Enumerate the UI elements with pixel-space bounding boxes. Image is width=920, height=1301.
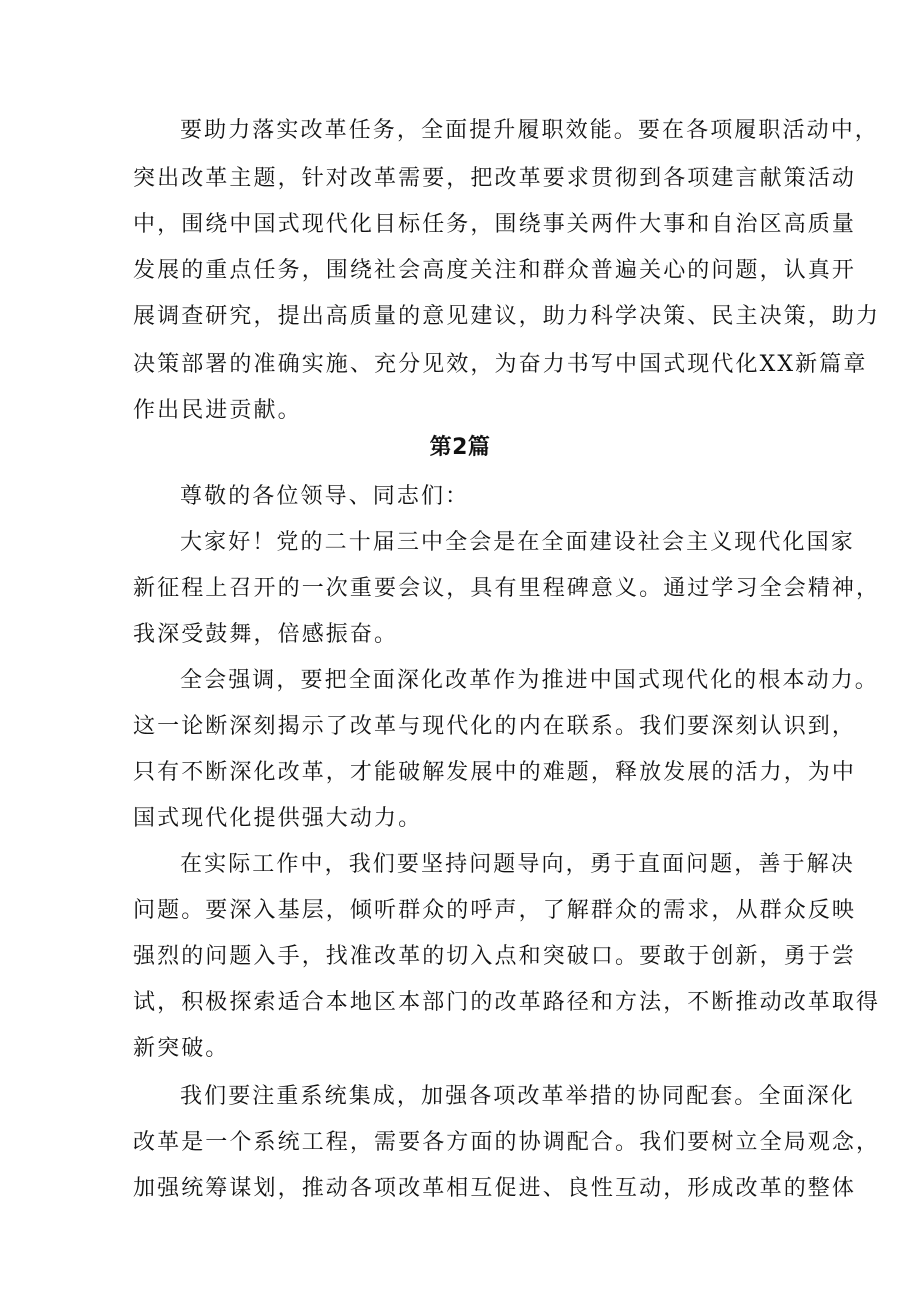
paragraph-line: 新征程上召开的一次重要会议，具有里程碑意义。通过学习全会精神， <box>133 576 881 601</box>
salutation: 尊敬的各位领导、同志们： <box>180 484 470 509</box>
paragraph-line: 突出改革主题，针对改革需要，把改革要求贯彻到各项建言献策活动 <box>133 166 857 191</box>
paragraph-line: 作出民进贡献。 <box>133 398 302 423</box>
paragraph-line: 全会强调，要把全面深化改革作为推进中国式现代化的根本动力。 <box>180 668 879 693</box>
paragraph-line: 新突破。 <box>133 1036 230 1061</box>
paragraph-line: 我深受鼓舞，倍感振奋。 <box>133 622 399 647</box>
paragraph-line: 加强统筹谋划，推动各项改革相互促进、良性互动，形成改革的整体 <box>133 1176 857 1201</box>
paragraph-line: 发展的重点任务，围绕社会高度关注和群众普遍关心的问题，认真开 <box>133 258 857 283</box>
paragraph-line: 我们要注重系统集成，加强各项改革举措的协同配套。全面深化 <box>180 1084 855 1109</box>
paragraph-line: 要助力落实改革任务，全面提升履职效能。要在各项履职活动中， <box>180 118 879 143</box>
paragraph-line: 展调查研究，提出高质量的意见建议，助力科学决策、民主决策，助力 <box>133 304 881 329</box>
paragraph-line: 在实际工作中，我们要坚持问题导向，勇于直面问题，善于解决 <box>180 852 855 877</box>
paragraph-line: 国式现代化提供强大动力。 <box>133 806 423 831</box>
paragraph-line: 中，围绕中国式现代化目标任务，围绕事关两件大事和自治区高质量 <box>133 212 857 237</box>
paragraph-line: 这一论断深刻揭示了改革与现代化的内在联系。我们要深刻认识到， <box>133 714 857 739</box>
paragraph-line: 大家好！党的二十届三中全会是在全面建设社会主义现代化国家 <box>180 530 855 555</box>
paragraph-line: 只有不断深化改革，才能破解发展中的难题，释放发展的活力，为中 <box>133 760 857 785</box>
paragraph-line: 改革是一个系统工程，需要各方面的协调配合。我们要树立全局观念， <box>133 1130 881 1155</box>
section-heading: 第2篇 <box>429 435 491 460</box>
paragraph-line: 强烈的问题入手，找准改革的切入点和突破口。要敢于创新，勇于尝 <box>133 944 857 969</box>
paragraph-line: 决策部署的准确实施、充分见效，为奋力书写中国式现代化XX新篇章 <box>133 352 868 377</box>
paragraph-line: 试，积极探索适合本地区本部门的改革路径和方法，不断推动改革取得 <box>133 990 881 1015</box>
paragraph-line: 问题。要深入基层，倾听群众的呼声，了解群众的需求，从群众反映 <box>133 898 857 923</box>
